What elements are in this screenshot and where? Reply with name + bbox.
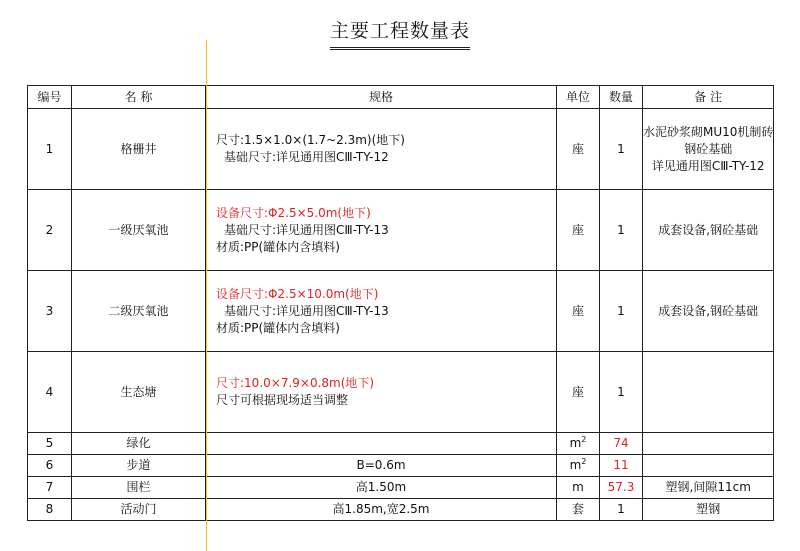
spec-line: 尺寸可根据现场适当调整: [216, 393, 349, 407]
row-unit: [557, 499, 600, 521]
row-number: 4: [28, 352, 72, 433]
header-note: 备 注: [643, 86, 774, 109]
row-name: 活动门: [72, 499, 206, 521]
row-qty: 11: [600, 455, 643, 477]
spec-line: 材质:PP(罐体内含填料): [216, 320, 340, 335]
note-line: 塑钢: [696, 502, 721, 516]
row-number: 3: [28, 271, 72, 352]
row-spec: [206, 109, 557, 190]
note-line: 水泥砂浆砌MU10机制砖: [643, 124, 774, 139]
unit-text: m: [572, 480, 584, 494]
unit-text: m: [569, 436, 582, 450]
row-spec: [206, 352, 557, 433]
row-unit: [557, 477, 600, 499]
row-unit: [557, 433, 600, 455]
row-number: 5: [28, 433, 72, 455]
spec-line: 基础尺寸:详见通用图CⅢ-TY-13: [224, 222, 389, 237]
quantity-table: [27, 85, 774, 521]
unit-text: 套: [571, 502, 584, 516]
spec-line: 基础尺寸:详见通用图CⅢ-TY-13: [224, 303, 389, 318]
row-note: [643, 190, 774, 271]
yellow-guide-line: [206, 40, 207, 551]
row-unit: [557, 109, 600, 190]
note-line: 成套设备,钢砼基础: [658, 222, 759, 237]
note-line: 成套设备,钢砼基础: [658, 303, 759, 318]
table-row: [28, 499, 774, 521]
page-title: 主要工程数量表: [0, 16, 800, 50]
table-row: [28, 109, 774, 190]
row-qty: 1: [600, 109, 643, 190]
row-spec: 高1.50m: [206, 477, 557, 499]
row-number: 7: [28, 477, 72, 499]
row-note: [643, 455, 774, 477]
row-qty: 1: [600, 271, 643, 352]
table-row: [28, 190, 774, 271]
row-name: 二级厌氧池: [72, 271, 206, 352]
unit-text: m: [569, 458, 582, 472]
unit-text: 座: [571, 384, 584, 399]
row-note: [643, 352, 774, 433]
table-row: [28, 433, 774, 455]
spec-line: 尺寸:10.0×7.9×0.8m(地下): [216, 376, 375, 390]
row-spec: [206, 190, 557, 271]
header-row: [28, 86, 774, 109]
row-spec: 高1.85m,宽2.5m: [206, 499, 557, 521]
row-qty: 74: [600, 433, 643, 455]
row-note: [643, 271, 774, 352]
header-name: 名 称: [72, 86, 206, 109]
header-qty: 数量: [600, 86, 643, 109]
row-qty: 1: [600, 352, 643, 433]
row-spec: [206, 433, 557, 455]
row-name: 一级厌氧池: [72, 190, 206, 271]
row-unit: [557, 190, 600, 271]
row-note: [643, 477, 774, 499]
spec-line: 设备尺寸:Φ2.5×5.0m(地下): [216, 205, 371, 220]
spec-line: 设备尺寸:Φ2.5×10.0m(地下): [216, 286, 379, 301]
row-unit: [557, 271, 600, 352]
row-note: [643, 499, 774, 521]
row-name: 围栏: [72, 477, 206, 499]
row-spec: B=0.6m: [206, 455, 557, 477]
row-note: [643, 109, 774, 190]
row-number: 2: [28, 190, 72, 271]
row-qty: 1: [600, 499, 643, 521]
row-unit: [557, 455, 600, 477]
note-line: 详见通用图CⅢ-TY-12: [651, 158, 765, 173]
unit-superscript: 2: [581, 457, 587, 466]
table-row: [28, 477, 774, 499]
spec-line: 材质:PP(罐体内含填料): [216, 239, 340, 254]
table-row: [28, 352, 774, 433]
row-note: [643, 433, 774, 455]
table-row: [28, 455, 774, 477]
row-spec: [206, 271, 557, 352]
note-line: 塑钢,间隙11cm: [665, 480, 751, 494]
row-number: 1: [28, 109, 72, 190]
row-number: 8: [28, 499, 72, 521]
spec-line: 基础尺寸:详见通用图CⅢ-TY-12: [224, 150, 389, 164]
row-name: 格栅井: [72, 109, 206, 190]
spec-line: 尺寸:1.5×1.0×(1.7~2.3m)(地下): [216, 133, 405, 147]
row-qty: 57.3: [600, 477, 643, 499]
row-qty: 1: [600, 190, 643, 271]
header-unit: 单位: [557, 86, 600, 109]
unit-text: 座: [571, 303, 584, 318]
unit-superscript: 2: [581, 435, 587, 444]
row-name: 步道: [72, 455, 206, 477]
header-spec: 规格: [206, 86, 557, 109]
row-name: 绿化: [72, 433, 206, 455]
unit-text: 座: [571, 141, 584, 156]
unit-text: 座: [571, 222, 584, 237]
row-unit: [557, 352, 600, 433]
header-no: 编号: [28, 86, 72, 109]
table-row: [28, 271, 774, 352]
note-line: 钢砼基础: [684, 141, 733, 156]
row-number: 6: [28, 455, 72, 477]
row-name: 生态塘: [72, 352, 206, 433]
